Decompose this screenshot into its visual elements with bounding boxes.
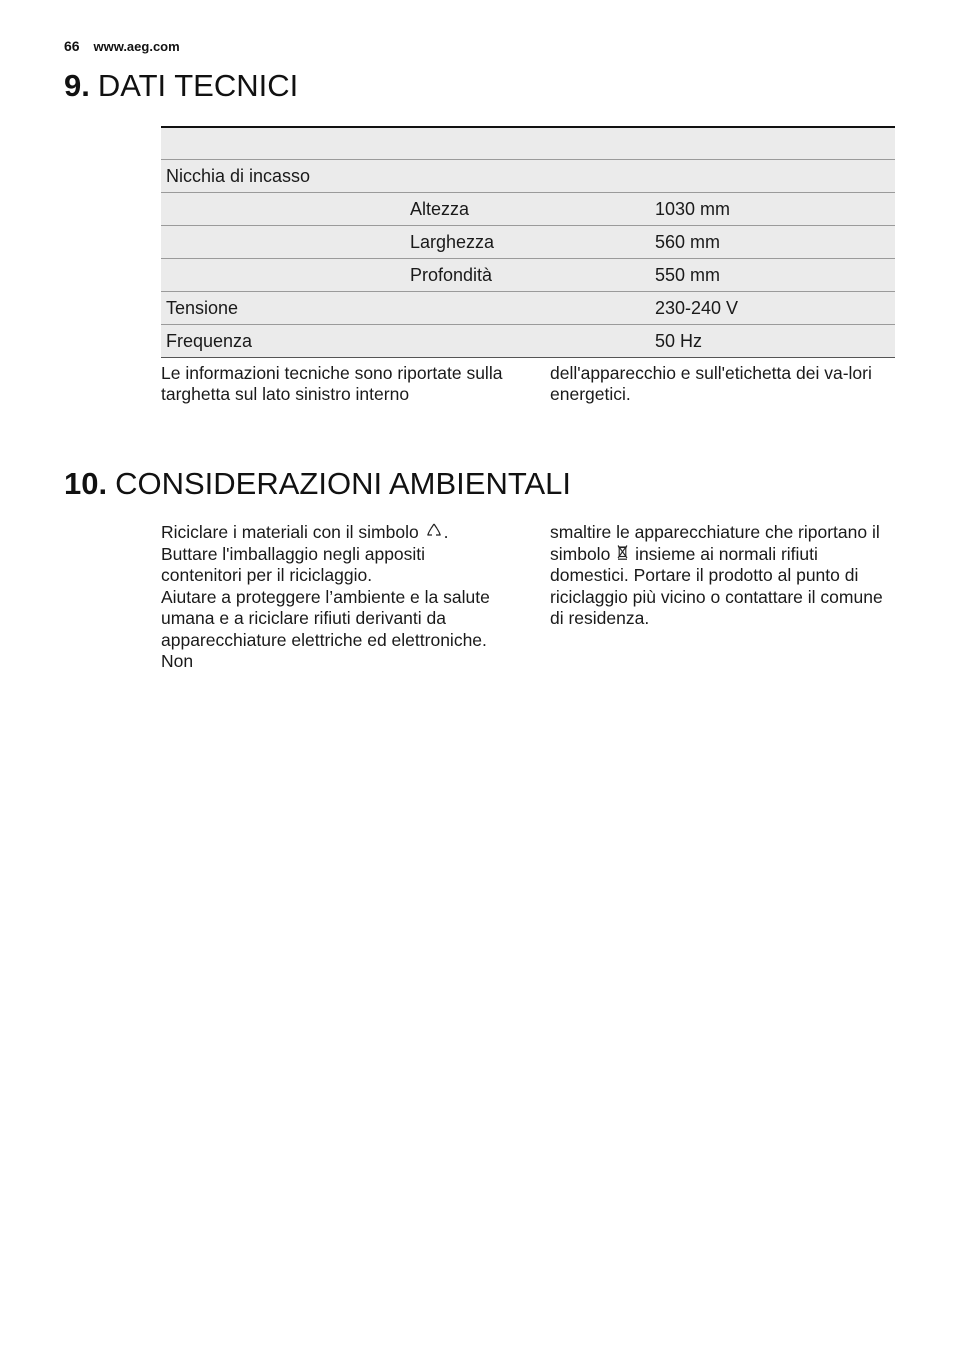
page-number: 66 xyxy=(64,38,80,54)
table-cell: Altezza xyxy=(405,193,650,226)
technical-note-right: dell'apparecchio e sull'etichetta dei va-lori energetici. xyxy=(550,363,872,404)
table-cell: Tensione xyxy=(161,292,405,325)
table-row xyxy=(161,160,895,193)
disposal-sentence-rest: insieme ai normali rifiuti domestici. Portare il prodotto al punto di riciclaggio più vicino o contattare il comune di residenza. xyxy=(550,543,883,628)
site-url: www.aeg.com xyxy=(93,39,180,54)
table-cell xyxy=(650,160,895,193)
recycle-icon xyxy=(426,522,442,544)
technical-note-left: Le informazioni tecniche sono riportate sulla targhetta sul lato sinistro interno xyxy=(161,363,503,404)
table-header-row xyxy=(161,127,895,160)
table-cell: Nicchia di incasso xyxy=(161,160,405,193)
table-cell: 560 mm xyxy=(650,226,895,259)
environment-text-left xyxy=(161,522,506,673)
table-cell: Frequenza xyxy=(161,325,405,358)
section-number: 10. xyxy=(64,466,108,501)
section-title-text: DATI TECNICI xyxy=(97,68,299,103)
table-cell xyxy=(161,259,405,292)
table-cell: 230-240 V xyxy=(650,292,895,325)
technical-data-table xyxy=(161,126,895,358)
section-title-dati-tecnici xyxy=(64,68,298,104)
table-header-cell xyxy=(405,127,650,160)
table-row xyxy=(161,292,895,325)
environment-text-right xyxy=(550,522,895,673)
crossed-bin-icon xyxy=(617,544,628,566)
table-cell xyxy=(405,160,650,193)
table-row xyxy=(161,193,895,226)
packaging-sentence: Buttare l'imballaggio negli appositi contenitori per il riciclaggio. xyxy=(161,543,426,585)
section-number: 9. xyxy=(64,68,90,103)
page-header xyxy=(64,38,180,54)
table-cell xyxy=(161,226,405,259)
section-title-considerazioni-ambientali xyxy=(64,466,571,502)
technical-note xyxy=(161,363,895,405)
table-header-cell xyxy=(161,127,405,160)
environment-text xyxy=(161,522,895,673)
table-cell xyxy=(405,325,650,358)
disposal-sentence: smaltire le apparecchiature che riportano il simbolo xyxy=(550,522,880,564)
table-row xyxy=(161,259,895,292)
recycle-sentence: Riciclare i materiali con il simbolo xyxy=(161,522,419,542)
table-cell: Larghezza xyxy=(405,226,650,259)
table-cell xyxy=(161,193,405,226)
table-header-cell xyxy=(650,127,895,160)
table-cell: Profondità xyxy=(405,259,650,292)
table-cell xyxy=(405,292,650,325)
table-cell: 50 Hz xyxy=(650,325,895,358)
table-cell: 550 mm xyxy=(650,259,895,292)
section-title-text: CONSIDERAZIONI AMBIENTALI xyxy=(115,466,571,501)
weee-paragraph: Aiutare a proteggere l’ambiente e la salute umana e a riciclare rifiuti derivanti da apparecchiature elettriche ed elettroniche. Non xyxy=(161,586,490,671)
table-row xyxy=(161,325,895,358)
table-row xyxy=(161,226,895,259)
table-cell: 1030 mm xyxy=(650,193,895,226)
recycle-sentence-end: . xyxy=(443,522,449,542)
